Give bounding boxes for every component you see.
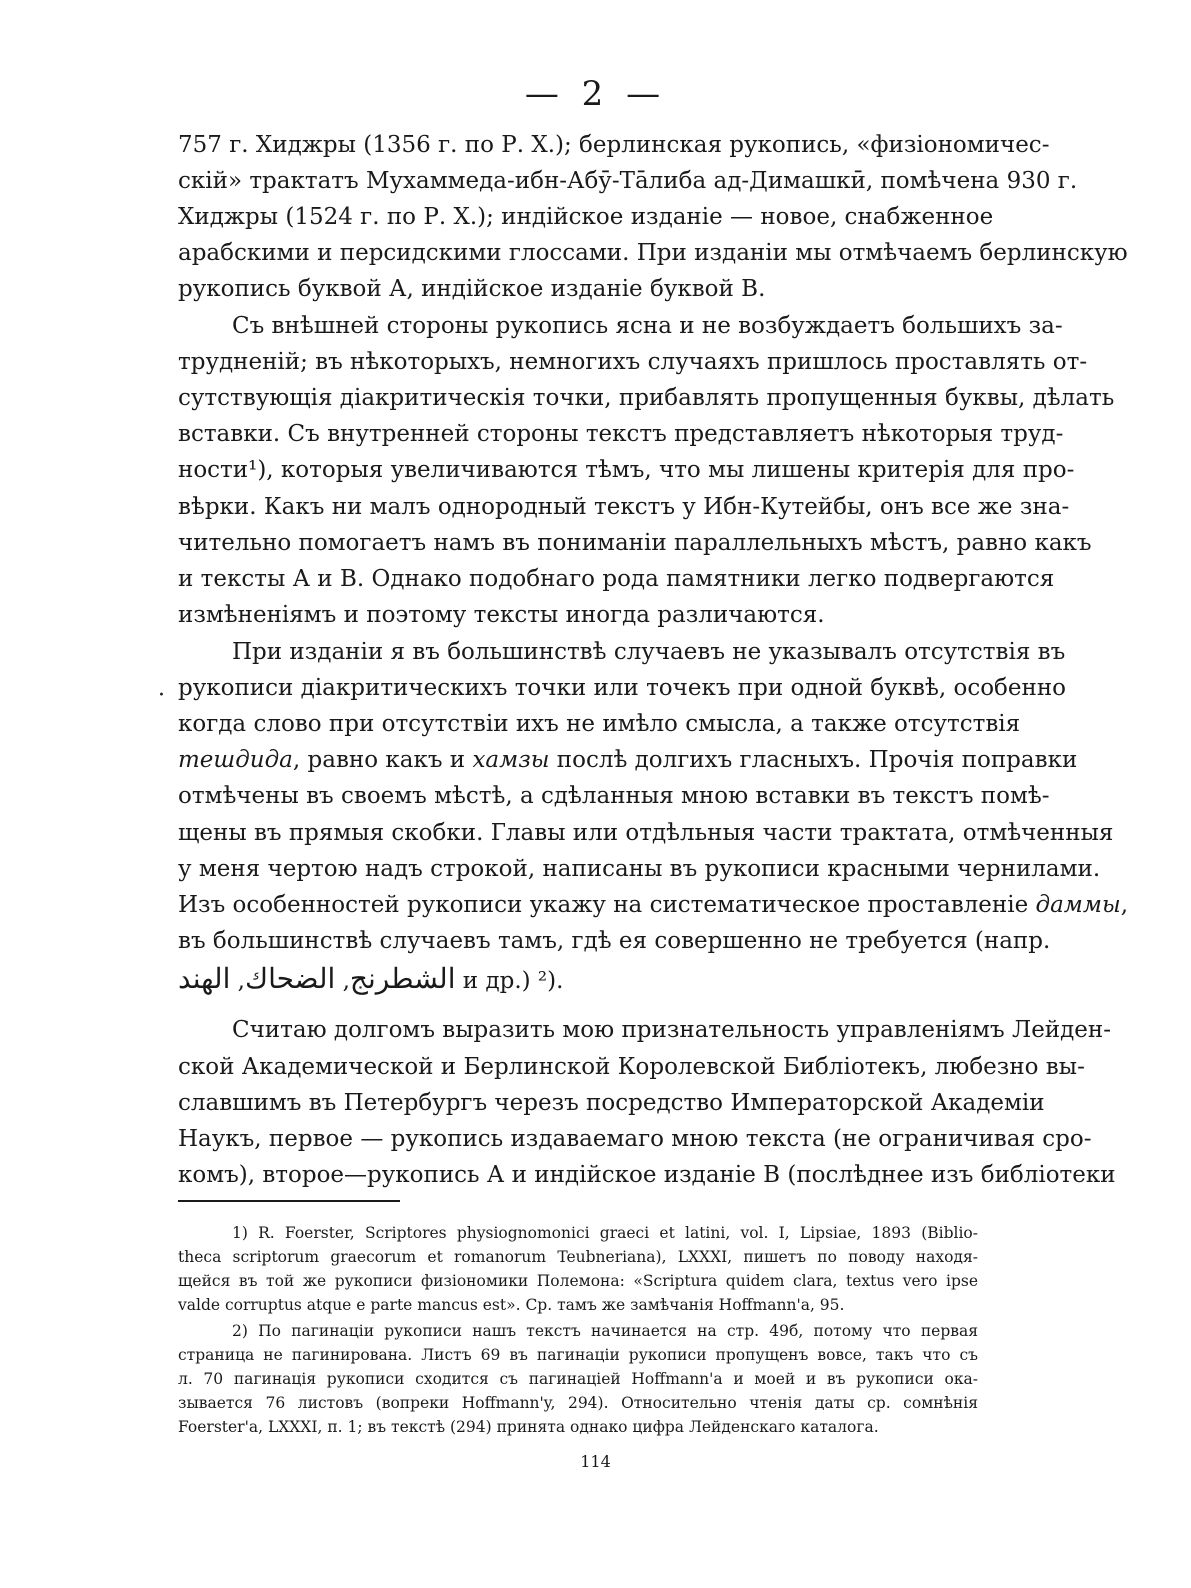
text-line: сутствующія діакритическія точки, прибавлять пропущенныя буквы, дѣлать — [178, 385, 1115, 411]
footnote-line: л. 70 пагинація рукописи сходится съ пагинаціей Hoffmann'a и моей и въ рукописи ока- — [178, 1370, 978, 1388]
footnote-line: theca scriptorum graecorum et romanorum Teubneriana), LXXXI, пишетъ по поводу находя- — [178, 1248, 978, 1266]
text-line: ности¹), которыя увеличиваются тѣмъ, что мы лишены критерія для про- — [178, 457, 1075, 483]
text-line: славшимъ въ Петербургъ черезъ посредство Императорской Академіи — [178, 1090, 1045, 1116]
footnote-line: 1) R. Foerster, Scriptores physiognomonici graeci et latini, vol. I, Lipsiae, 1893 (Biblio- — [232, 1224, 978, 1242]
arabic-word: الهند — [178, 962, 231, 995]
text-line-italics: тешдида, равно какъ и хамзы послѣ долгихъ гласныхъ. Прочія поправки — [178, 747, 1078, 773]
text-line: Съ внѣшней стороны рукопись ясна и не возбуждаетъ большихъ за- — [232, 313, 1063, 339]
text-fragment: и др.) ²). — [462, 968, 564, 994]
text-line: въ большинствѣ случаевъ тамъ, гдѣ ея совершенно не требуется (напр. — [178, 928, 1051, 954]
text-line: вѣрки. Какъ ни малъ однородный текстъ у Ибн-Кутейбы, онъ все же зна- — [178, 494, 1070, 520]
text-line: Хиджры (1524 г. по Р. Х.); индійское изданіе — новое, снабженное — [178, 204, 994, 230]
text-line: Наукъ, первое — рукопись издаваемаго мною текста (не ограничивая сро- — [178, 1126, 1092, 1152]
arabic-word: الشطرنج — [349, 962, 456, 995]
text-line: измѣненіямъ и поэтому тексты иногда различаются. — [178, 602, 825, 628]
text-line: отмѣчены въ своемъ мѣстѣ, а сдѣланныя мною вставки въ текстъ помѣ- — [178, 783, 1050, 809]
footnote-line: страница не пагинирована. Листъ 69 въ пагинаціи рукописи пропущенъ вовсе, такъ что съ — [178, 1346, 978, 1364]
text-fragment: послѣ долгихъ гласныхъ. Прочія поправки — [556, 747, 1078, 773]
footnote-divider — [178, 1200, 400, 1202]
text-line: скій» трактатъ Мухаммеда-ибн-Абӯ-Тāлиба ад-Димашкӣ, помѣчена 930 г. — [178, 168, 1078, 194]
italic-term: тешдида — [178, 747, 293, 773]
text-line: щены въ прямыя скобки. Главы или отдѣльныя части трактата, отмѣченныя — [178, 820, 1114, 846]
text-line: ской Академической и Берлинской Королевской Библіотекъ, любезно вы- — [178, 1054, 1085, 1080]
text-line: комъ), второе—рукопись А и индійское изданіе В (послѣднее изъ библіотеки — [178, 1162, 1116, 1188]
italic-term: даммы — [1035, 892, 1121, 918]
text-fragment: равно какъ и — [307, 747, 466, 773]
text-line: когда слово при отсутствіи ихъ не имѣло смысла, а также отсутствія — [178, 711, 1021, 737]
folio-number: 114 — [580, 1452, 611, 1471]
text-line-italics: Изъ особенностей рукописи укажу на систематическое проставленіе даммы, — [178, 892, 1128, 918]
page-header: — 2 — — [524, 74, 667, 114]
footnote-line: 2) По пагинаціи рукописи нашъ текстъ начинается на стр. 49б, потому что первая — [232, 1322, 978, 1340]
arabic-word: الضحاك — [245, 962, 336, 995]
text-line: рукопись буквой А, индійское изданіе буквой В. — [178, 276, 766, 302]
text-line: чительно помогаетъ намъ въ пониманіи параллельныхъ мѣстъ, равно какъ — [178, 530, 1092, 556]
text-line: вставки. Съ внутренней стороны текстъ представляетъ нѣкоторыя труд- — [178, 421, 1064, 447]
text-line: При изданіи я въ большинствѣ случаевъ не указывалъ отсутствія въ — [232, 639, 1066, 665]
text-line: арабскими и персидскими глоссами. При изданіи мы отмѣчаемъ берлинскую — [178, 240, 1128, 266]
text-line: рукописи діакритическихъ точки или точекъ при одной буквѣ, особенно — [178, 675, 1067, 701]
text-line: трудненій; въ нѣкоторыхъ, немногихъ случаяхъ пришлось проставлять от- — [178, 349, 1088, 375]
footnote-line: щейся въ той же рукописи физіономики Полемона: «Scriptura quidem clara, textus vero ipse — [178, 1272, 978, 1290]
footnote-line: valde corruptus atque e parte mancus est». Ср. тамъ же замѣчанія Hoffmann'a, 95. — [178, 1296, 845, 1314]
footnote-line: зывается 76 листовъ (вопреки Hoffmann'y, 294). Относительно чтенія даты ср. сомнѣнія — [178, 1394, 978, 1412]
text-fragment: Изъ особенностей рукописи укажу на систематическое проставленіе — [178, 892, 1029, 918]
text-line: и тексты А и В. Однако подобнаго рода памятники легко подвергаются — [178, 566, 1055, 592]
text-line: 757 г. Хиджры (1356 г. по Р. Х.); берлинская рукопись, «физіономичес- — [178, 132, 1050, 158]
footnote-line: Foerster'a, LXXXI, п. 1; въ текстѣ (294) принята однако цифра Лейденскаго каталога. — [178, 1418, 879, 1436]
text-line: у меня чертою надъ строкой, написаны въ рукописи красными чернилами. — [178, 856, 1101, 882]
arabic-examples-line: الشطرنج, الضحاك, الهند и др.) ²). — [178, 962, 564, 995]
margin-mark: · — [158, 683, 165, 708]
text-line: Считаю долгомъ выразить мою признательность управленіямъ Лейден- — [232, 1017, 1112, 1043]
italic-term: хамзы — [472, 747, 550, 773]
